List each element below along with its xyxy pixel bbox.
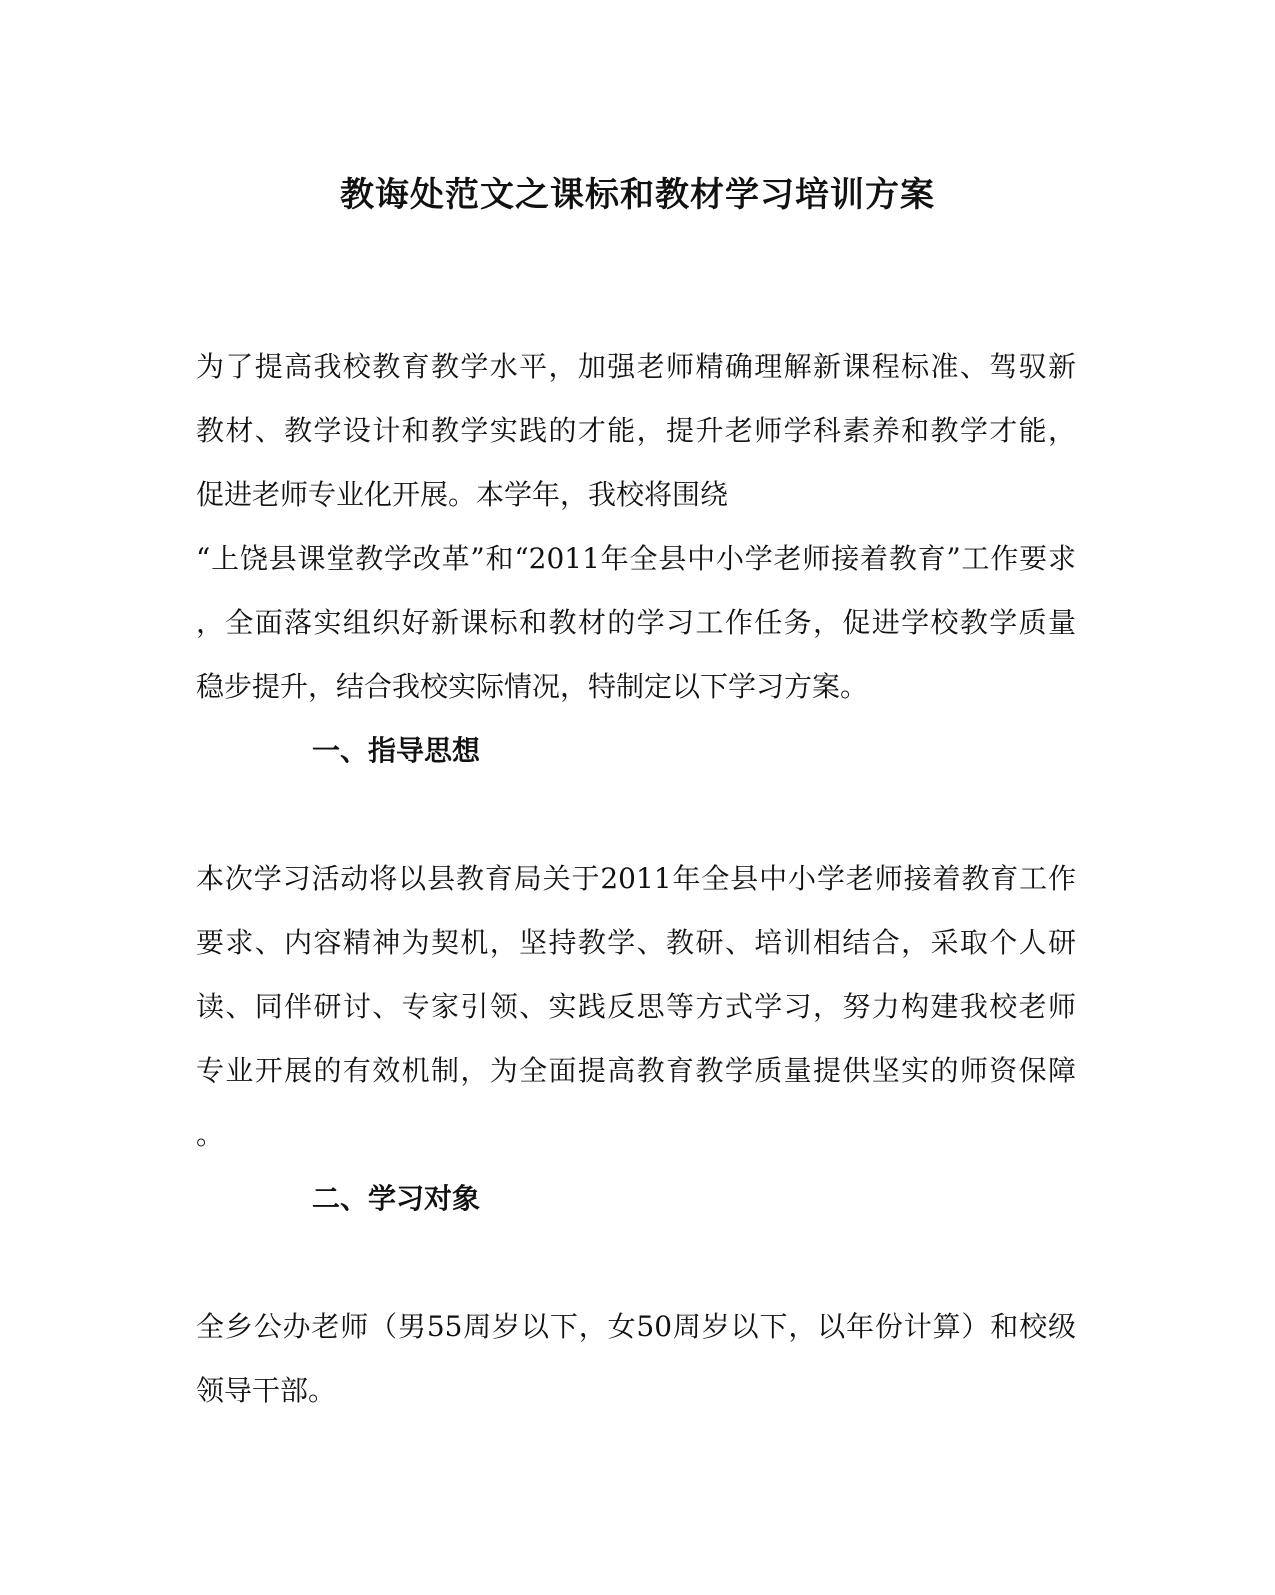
section1-line: 读、同伴研讨、专家引领、实践反思等方式学习，努力构建我校老师 — [196, 990, 1076, 1023]
section1-line: 专业开展的有效机制，为全面提高教育教学质量提供坚实的师资保障 — [196, 1054, 1076, 1087]
section-heading-study-targets: 二、学习对象 — [312, 1182, 481, 1215]
intro-line: 为了提高我校教育教学水平，加强老师精确理解新课程标准、驾驭新 — [196, 350, 1076, 383]
intro-line: 稳步提升，结合我校实际情况，特制定以下学习方案。 — [196, 670, 869, 703]
section1-line: 。 — [196, 1118, 225, 1151]
section-heading-guiding-ideology: 一、指导思想 — [312, 734, 481, 767]
section1-line: 本次学习活动将以县教育局关于2011年全县中小学老师接着教育工作 — [196, 862, 1076, 895]
intro-line: ，全面落实组织好新课标和教材的学习工作任务，促进学校教学质量 — [196, 606, 1076, 639]
document-title: 教诲处范文之课标和教材学习培训方案 — [340, 175, 935, 215]
intro-line: 教材、教学设计和教学实践的才能，提升老师学科素养和教学才能， — [196, 414, 1076, 447]
section1-line: 要求、内容精神为契机，坚持教学、教研、培训相结合，采取个人研 — [196, 926, 1076, 959]
intro-line: “上饶县课堂教学改革”和“2011年全县中小学老师接着教育”工作要求 — [196, 542, 1076, 575]
intro-line: 促进老师专业化开展。本学年，我校将围绕 — [196, 478, 729, 511]
section2-line: 全乡公办老师（男55周岁以下，女50周岁以下，以年份计算）和校级 — [196, 1310, 1076, 1343]
section2-line: 领导干部。 — [196, 1374, 337, 1407]
